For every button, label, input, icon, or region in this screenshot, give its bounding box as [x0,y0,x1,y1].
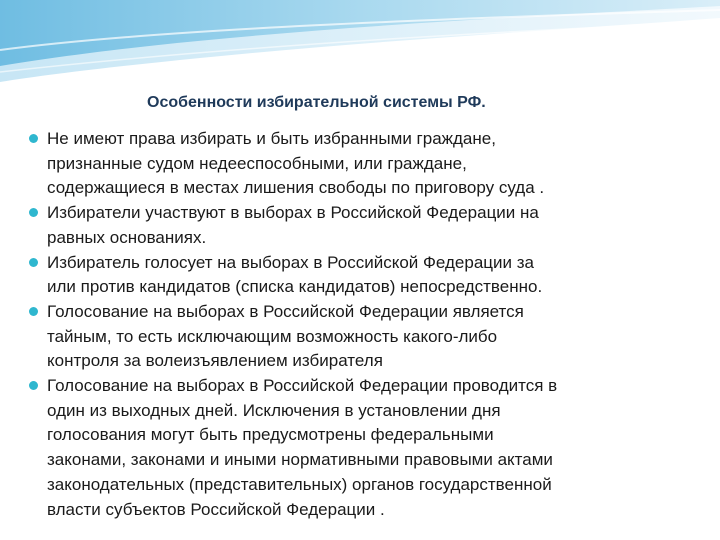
bullet-text-line: Не имеют права избирать и быть избранными граждане, [47,129,496,148]
header-wave-decoration [0,0,720,90]
bullet-item [22,374,702,522]
bullet-text-line: Избиратели участвуют в выборах в Российской Федерации на [47,203,539,223]
bullet-icon [29,307,38,316]
bullet-item [22,127,702,201]
bullet-text-line: Голосование на выборах в Российской Федерации является [47,301,524,321]
bullet-icon [29,258,38,267]
bullet-text-line: Голосование на выборах в Российской Федерации проводится в [47,376,558,396]
bullet-item [22,251,702,300]
bullet-item [22,201,702,250]
bullet-text-line: один из выходных дней. Исключения в установлении дня [47,400,501,420]
bullet-text-line: власти субъектов Российской Федерации . [47,499,385,519]
bullet-icon [29,381,38,390]
bullet-item [22,300,702,374]
bullet-icon [29,134,38,143]
bullet-text-line: или против кандидатов (списка кандидатов) непосредственно. [47,277,543,297]
bullet-icon [29,208,38,217]
slide-title: Особенности избирательной системы РФ. [147,94,486,111]
bullet-list [22,127,702,522]
bullet-text-line: равных основаниях. [47,227,207,247]
bullet-text-line: законодательных (представительных) органов государственной [47,474,552,494]
bullet-text-line: тайным, то есть исключающим возможность какого-либо [47,326,498,346]
bullet-text-line: Избиратель голосует на выборах в Российской Федерации за [47,252,534,272]
bullet-text-line: законами, законами и иными нормативными правовыми актами [47,450,553,470]
bullet-text-line: голосования могут быть предусмотрены федеральными [47,425,494,445]
bullet-text-line: признанные судом недееспособными, или граждане, [47,153,467,173]
bullet-text-line: содержащиеся в местах лишения свободы по приговору суда . [47,178,545,198]
bullet-text-line: контроля за волеизъявлением избирателя [47,351,383,371]
